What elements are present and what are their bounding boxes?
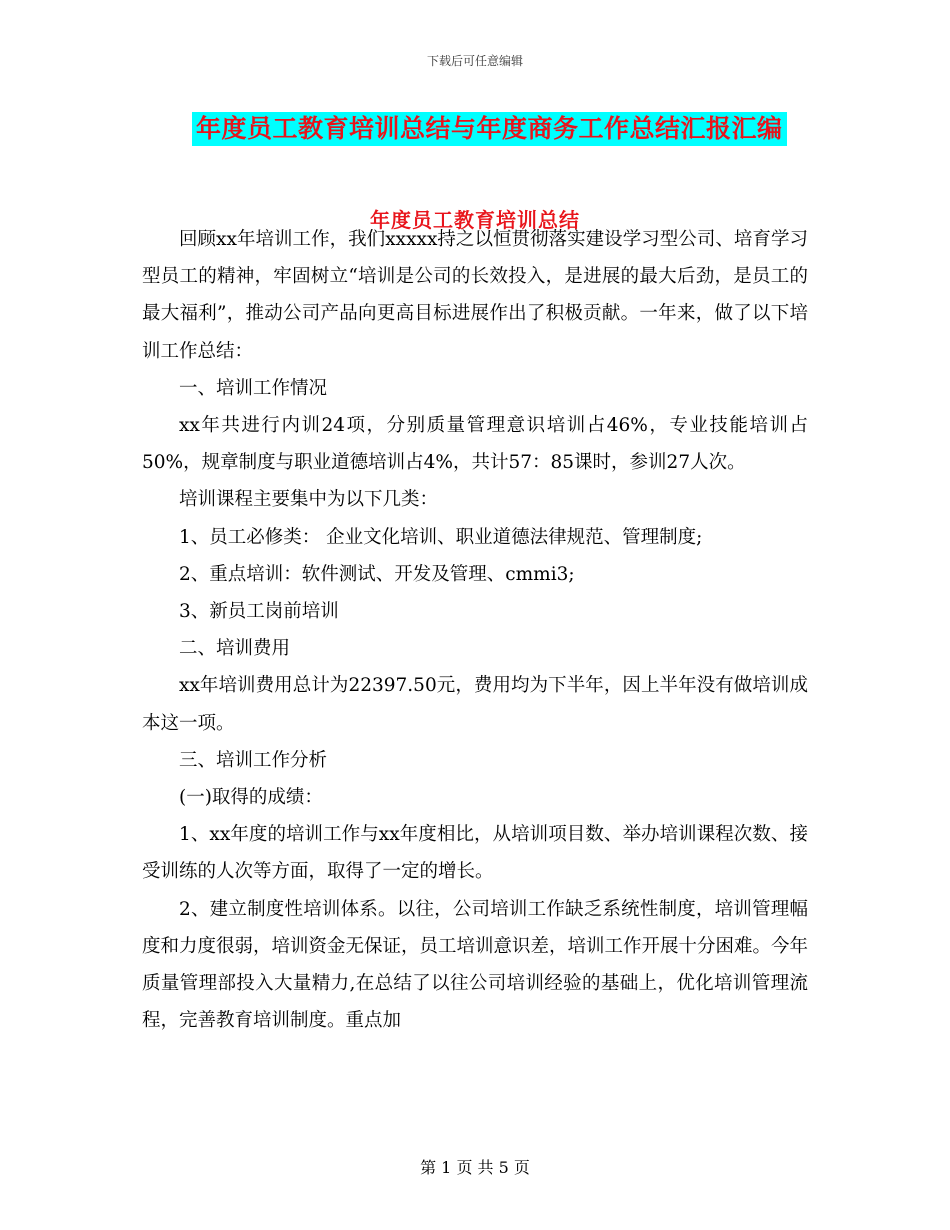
document-main-title: 年度员工教育培训总结与年度商务工作总结汇报汇编	[192, 112, 787, 146]
section-title: 年度员工教育培训总结	[370, 208, 580, 232]
subheading-achievements: (一)取得的成绩：	[179, 787, 323, 809]
heading-training-status: 一、培训工作情况	[179, 377, 328, 399]
paragraph-intro: 回顾xx年培训工作，我们xxxxx持之以恒贯彻落实建设学习型公司、培育学习型员工的精神，牢固树立“培训是公司的长效投入，是进展的最大后劲，是员工的最大福利”，推动公司产品向更高目标进展作出了积极贡献。一年来，做了以下培训工作总结：	[142, 229, 808, 362]
paragraph-training-stats: xx年共进行内训24项，分别质量管理意识培训占46%，专业技能培训占50%，规章制度与职业道德培训占4%，共计57：85课时，参训27人次。	[142, 415, 808, 474]
list-item-required-courses: 1、员工必修类： 企业文化培训、职业道德法律规范、管理制度;	[179, 526, 703, 548]
list-item-new-employee-training: 3、新员工岗前培训	[179, 601, 339, 623]
heading-training-analysis: 三、培训工作分析	[179, 749, 328, 771]
document-body	[142, 221, 808, 1039]
paragraph-achievement-1: 1、xx年度的培训工作与xx年度相比，从培训项目数、举办培训课程次数、接受训练的人次等方面，取得了一定的增长。	[142, 824, 808, 883]
page-header-note: 下载后可任意编辑	[426, 54, 523, 68]
paragraph-achievement-2: 2、建立制度性培训体系。以往，公司培训工作缺乏系统性制度，培训管理幅度和力度很弱，培训资金无保证，员工培训意识差，培训工作开展十分困难。今年质量管理部投入大量精力,在总结了以往公司培训经验的基础上，优化培训管理流程，完善教育培训制度。重点加	[142, 898, 809, 1032]
list-item-key-training: 2、重点培训：软件测试、开发及管理、cmmi3;	[179, 563, 575, 585]
heading-training-cost: 二、培训费用	[179, 638, 291, 660]
paragraph-training-cost: xx年培训费用总计为22397.50元，费用均为下半年，因上半年没有做培训成本这一项。	[142, 675, 808, 734]
page-footer-number: 第 1 页 共 5 页	[420, 1158, 530, 1177]
paragraph-course-categories: 培训课程主要集中为以下几类：	[179, 489, 439, 511]
